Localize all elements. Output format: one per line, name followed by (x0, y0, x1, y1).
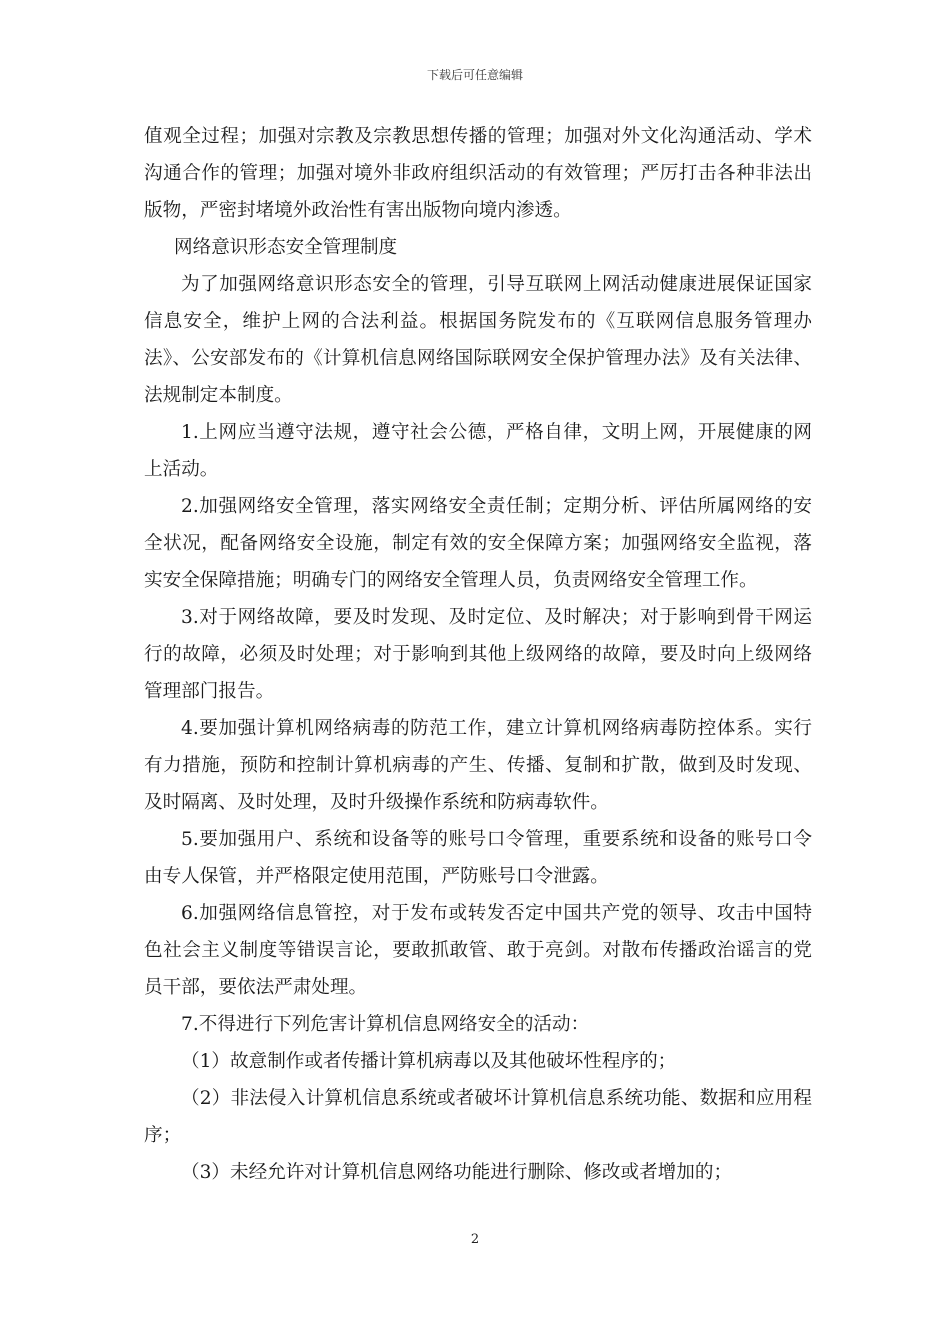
document-body (144, 118, 812, 1191)
paragraph-continuation: 值观全过程；加强对宗教及宗教思想传播的管理；加强对外文化沟通活动、学术沟通合作的管理；加强对境外非政府组织活动的有效管理；严厉打击各种非法出版物，严密封堵境外政治性有害出版物向境内渗透。 (144, 126, 812, 221)
list-item-5: 5.要加强用户、系统和设备等的账号口令管理，重要系统和设备的账号口令由专人保管，并严格限定使用范围，严防账号口令泄露。 (144, 829, 812, 887)
paragraph-intro: 为了加强网络意识形态安全的管理，引导互联网上网活动健康进展保证国家信息安全，维护上网的合法利益。根据国务院发布的《互联网信息服务管理办法》、公安部发布的《计算机信息网络国际联网安全保护管理办法》及有关法律、法规制定本制度。 (144, 274, 812, 406)
sub-item-1: （1）故意制作或者传播计算机病毒以及其他破坏性程序的； (181, 1051, 677, 1072)
list-item-1: 1.上网应当遵守法规，遵守社会公德，严格自律，文明上网，开展健康的网上活动。 (144, 422, 812, 480)
sub-item-3: （3）未经允许对计算机信息网络功能进行删除、修改或者增加的； (181, 1162, 733, 1183)
sub-item-2: （2）非法侵入计算机信息系统或者破坏计算机信息系统功能、数据和应用程序； (144, 1088, 812, 1146)
page-header-note: 下载后可任意编辑 (426, 68, 523, 82)
list-item-3: 3.对于网络故障，要及时发现、及时定位、及时解决；对于影响到骨干网运行的故障，必须及时处理；对于影响到其他上级网络的故障，要及时向上级网络管理部门报告。 (144, 607, 812, 702)
list-item-2: 2.加强网络安全管理，落实网络安全责任制；定期分析、评估所属网络的安全状况，配备网络安全设施，制定有效的安全保障方案；加强网络安全监视，落实安全保障措施；明确专门的网络安全管理人员，负责网络安全管理工作。 (144, 496, 812, 591)
list-item-6: 6.加强网络信息管控，对于发布或转发否定中国共产党的领导、攻击中国特色社会主义制度等错误言论，要敢抓敢管、敢于亮剑。对散布传播政治谣言的党员干部，要依法严肃处理。 (144, 903, 812, 998)
section-heading: 网络意识形态安全管理制度 (174, 237, 398, 258)
page-number: 2 (470, 1232, 480, 1247)
list-item-4: 4.要加强计算机网络病毒的防范工作，建立计算机网络病毒防控体系。实行有力措施，预防和控制计算机病毒的产生、传播、复制和扩散，做到及时发现、及时隔离、及时处理，及时升级操作系统和防病毒软件。 (144, 718, 812, 813)
list-item-7: 7.不得进行下列危害计算机信息网络安全的活动： (181, 1014, 590, 1035)
